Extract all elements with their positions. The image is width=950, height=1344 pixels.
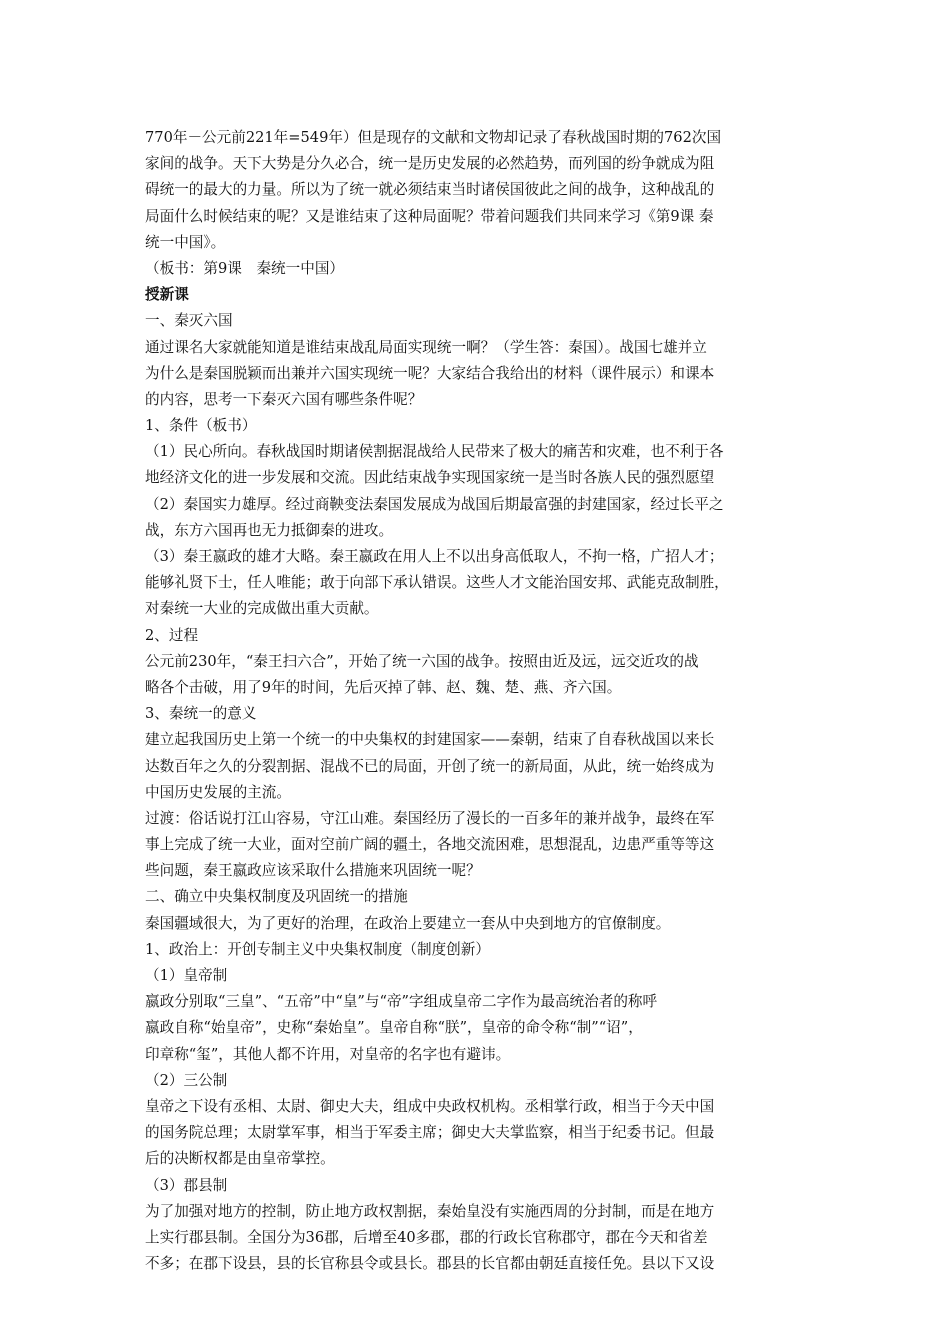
text-line: 后的决断权都是由皇帝掌控。: [145, 1150, 335, 1168]
text-line: 事上完成了统一大业，面对空前广阔的疆土，各地交流困难，思想混乱，边患严重等等这: [145, 836, 715, 854]
text-line: （2）秦国实力雄厚。经过商鞅变法秦国发展成为战国后期最富强的封建国家，经过长平之: [145, 495, 724, 513]
text-line: 一、秦灭六国: [145, 312, 233, 330]
text-line: 过渡：俗话说打江山容易，守江山难。秦国经历了漫长的一百多年的兼并战争，最终在军: [145, 809, 715, 827]
text-line: 些问题，秦王嬴政应该采取什么措施来巩固统一呢？: [145, 862, 481, 880]
text-line: （3）秦王嬴政的雄才大略。秦王嬴政在用人上不以出身高低取人，不拘一格，广招人才；: [145, 548, 724, 565]
text-line: 家间的战争。天下大势是分久必合，统一是历史发展的必然趋势，而列国的纷争就成为阻: [145, 155, 715, 173]
text-line: 地经济文化的进一步发展和交流。因此结束战争实现国家统一是当时各族人民的强烈愿望: [145, 469, 715, 487]
text-line: 为什么是秦国脱颖而出兼并六国实现统一呢？大家结合我给出的材料（课件展示）和课本: [145, 364, 715, 382]
text-line: （1）民心所向。春秋战国时期诸侯割据混战给人民带来了极大的痛苦和灾难，也不利于各: [145, 443, 724, 461]
text-line: 碍统一的最大的力量。所以为了统一就必须结束当时诸侯国彼此之间的战争，这种战乱的: [145, 181, 715, 199]
text-line: 达数百年之久的分裂割据、混战不已的局面，开创了统一的新局面，从此，统一始终成为: [145, 757, 715, 775]
text-line: 二、确立中央集权制度及巩固统一的措施: [145, 888, 408, 906]
text-line: 对秦统一大业的完成做出重大贡献。: [145, 600, 379, 618]
text-line: 中国历史发展的主流。: [145, 783, 291, 801]
text-line: 嬴政分别取“三皇”、“五帝”中“皇”与“帝”字组成皇帝二字作为最高统治者的称呼: [145, 993, 658, 1011]
text-line: 的国务院总理；太尉掌军事，相当于军委主席；御史大夫掌监察，相当于纪委书记。但最: [145, 1124, 715, 1142]
text-line: 局面什么时候结束的呢？又是谁结束了这种局面呢？带着问题我们共同来学习《第9课 秦: [145, 207, 714, 225]
text-line: 的内容，思考一下秦灭六国有哪些条件呢？: [145, 390, 423, 408]
text-line: （3）郡县制: [145, 1176, 228, 1194]
text-line: 公元前230年，“秦王扫六合”，开始了统一六国的战争。按照由近及远，远交近攻的战: [145, 652, 699, 670]
text-line: （1）皇帝制: [145, 967, 228, 984]
text-line: 2、过程: [145, 626, 199, 644]
text-line: 印章称“玺”，其他人都不许用，对皇帝的名字也有避讳。: [145, 1045, 511, 1063]
text-line: 不多；在郡下设县，县的长官称县令或县长。郡县的长官都由朝廷直接任免。县以下又设: [145, 1255, 715, 1273]
text-line: 3、秦统一的意义: [145, 705, 257, 723]
text-line: （板书：第9课 秦统一中国）: [145, 259, 345, 277]
text-line: 770年－公元前221年=549年）但是现存的文献和文物却记录了春秋战国时期的762次国: [145, 129, 722, 146]
text-line: 能够礼贤下士，任人唯能；敢于向部下承认错误。这些人才文能治国安邦、武能克敌制胜，: [145, 574, 729, 592]
text-line: 秦国疆域很大，为了更好的治理，在政治上要建立一套从中央到地方的官僚制度。: [145, 914, 671, 932]
text-line: 统一中国》。: [145, 233, 226, 251]
text-line: （2）三公制: [145, 1071, 228, 1089]
text-line: 略各个击破，用了9年的时间，先后灭掉了韩、赵、魏、楚、燕、齐六国。: [145, 678, 622, 696]
text-line: 通过课名大家就能知道是谁结束战乱局面实现统一啊？（学生答：秦国）。战国七雄并立: [145, 338, 707, 356]
text-line: 1、政治上：开创专制主义中央集权制度（制度创新）: [145, 940, 490, 958]
text-line: 皇帝之下设有丞相、太尉、御史大夫，组成中央政权机构。丞相掌行政，相当于今天中国: [145, 1097, 715, 1115]
document-page: [145, 125, 810, 1277]
text-line: 战，东方六国再也无力抵御秦的进攻。: [145, 521, 394, 539]
text-line: 1、条件（板书）: [145, 417, 257, 435]
text-line: 嬴政自称“始皇帝”，史称“秦始皇”。皇帝自称“朕”，皇帝的命令称“制”“诏”，: [145, 1019, 643, 1037]
text-line: 上实行郡县制。全国分为36郡，后增至40多郡，郡的行政长官称郡守，郡在今天和省差: [145, 1228, 708, 1246]
section-heading: 授新课: [145, 286, 189, 304]
text-line: 为了加强对地方的控制，防止地方政权割据，秦始皇没有实施西周的分封制，而是在地方: [145, 1202, 715, 1220]
text-line: 建立起我国历史上第一个统一的中央集权的封建国家——秦朝，结束了自春秋战国以来长: [145, 731, 715, 749]
